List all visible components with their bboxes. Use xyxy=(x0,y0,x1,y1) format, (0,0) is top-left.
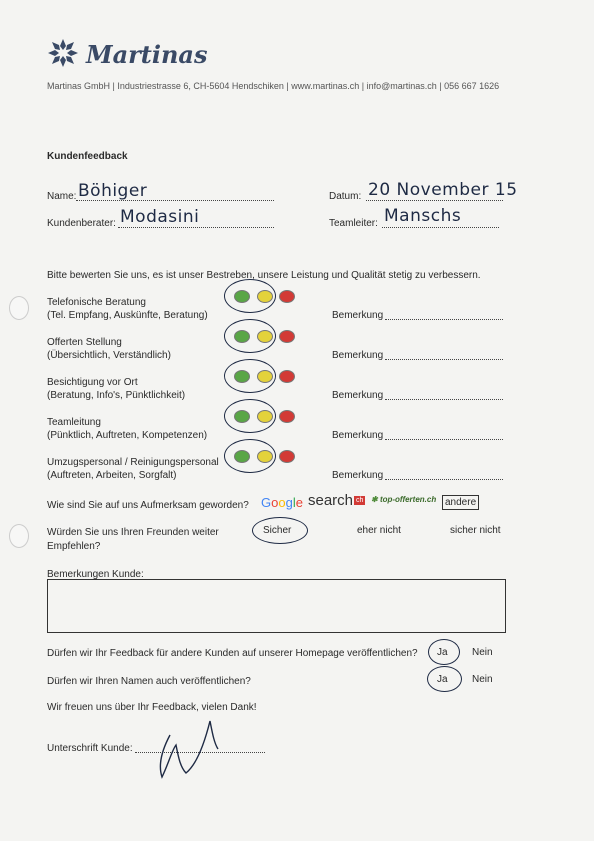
name-publish-yes[interactable]: Ja xyxy=(437,674,448,685)
google-letter-3: o xyxy=(278,495,286,510)
company-address-line: Martinas GmbH | Industriestrasse 6, CH-5604 Hendschiken | www.martinas.ch | info@martinas.ch | 056 667 1626 xyxy=(47,81,500,91)
publish-question: Dürfen wir Ihr Feedback für andere Kunden auf unserer Homepage veröffentlichen? xyxy=(47,648,418,659)
advisor-label: Kundenberater: xyxy=(47,218,116,229)
remark-line[interactable] xyxy=(385,429,503,440)
recommend-option-eher-nicht[interactable]: eher nicht xyxy=(357,525,401,536)
source-other-option[interactable] xyxy=(442,495,479,510)
teamlead-value[interactable]: Manschs xyxy=(384,206,462,226)
remark-label: Bemerkung xyxy=(332,430,384,441)
rating-intro: Bitte bewerten Sie uns, es ist unser Bestreben, unsere Leistung und Qualität stetig zu verbessern. xyxy=(47,270,481,281)
rating-subtitle: (Tel. Empfang, Auskünfte, Beratung) xyxy=(47,310,208,321)
star-icon: ✱ xyxy=(371,495,378,504)
snowflake-logo-icon xyxy=(47,38,79,68)
remark-label: Bemerkung xyxy=(332,350,384,361)
date-value[interactable]: 20 November 15 xyxy=(368,180,518,200)
google-letter-2: o xyxy=(271,495,279,510)
source-question: Wie sind Sie auf uns Aufmerksam geworden? xyxy=(47,500,249,511)
company-logo-text: Martinas xyxy=(86,40,208,69)
remark-line[interactable] xyxy=(385,309,503,320)
remark-line[interactable] xyxy=(385,469,503,480)
google-letter-5: l xyxy=(292,495,296,510)
rating-selected-circle xyxy=(224,399,276,433)
topofferten-text: top-offerten.ch xyxy=(379,495,437,504)
remark-line[interactable] xyxy=(385,349,503,360)
rating-title: Telefonische Beratung xyxy=(47,297,146,308)
rating-sad-icon[interactable] xyxy=(279,410,295,423)
name-value[interactable]: Böhiger xyxy=(78,181,148,201)
rating-sad-icon[interactable] xyxy=(279,450,295,463)
rating-subtitle: (Pünktlich, Auftreten, Kompetenzen) xyxy=(47,430,208,441)
recommend-option-sicher[interactable]: Sicher xyxy=(263,525,292,536)
rating-selected-circle xyxy=(224,359,276,393)
rating-selected-circle xyxy=(224,279,276,313)
rating-selected-circle xyxy=(224,319,276,353)
name-publish-no[interactable]: Nein xyxy=(472,674,493,685)
customer-remarks-label: Bemerkungen Kunde: xyxy=(47,569,144,580)
rating-title: Teamleitung xyxy=(47,417,101,428)
rating-subtitle: (Auftreten, Arbeiten, Sorgfalt) xyxy=(47,470,177,481)
remark-label: Bemerkung xyxy=(332,310,384,321)
form-title: Kundenfeedback xyxy=(47,151,128,162)
google-letter-1: G xyxy=(261,495,272,510)
recommend-question-line1: Würden Sie uns Ihren Freunden weiter xyxy=(47,527,219,538)
thanks-text: Wir freuen uns über Ihr Feedback, vielen Dank! xyxy=(47,702,257,713)
name-label: Name: xyxy=(47,191,77,202)
rating-sad-icon[interactable] xyxy=(279,290,295,303)
rating-sad-icon[interactable] xyxy=(279,330,295,343)
signature-label: Unterschrift Kunde: xyxy=(47,743,133,754)
search-badge: ch xyxy=(356,497,364,504)
name-publish-yes-circle xyxy=(427,666,462,692)
source-other-label: andere xyxy=(445,497,477,508)
customer-signature[interactable] xyxy=(140,715,230,780)
advisor-value[interactable]: Modasini xyxy=(120,207,200,227)
punch-hole-bottom xyxy=(9,524,29,548)
rating-title: Umzugspersonal / Reinigungspersonal xyxy=(47,457,219,468)
google-letter-4: g xyxy=(285,495,293,510)
customer-remarks-box[interactable] xyxy=(47,579,506,633)
source-search-option[interactable] xyxy=(308,492,365,510)
rating-sad-icon[interactable] xyxy=(279,370,295,383)
remark-label: Bemerkung xyxy=(332,470,384,481)
google-letter-6: e xyxy=(295,495,303,510)
publish-yes-circle xyxy=(428,639,460,665)
recommend-question-line2: Empfehlen? xyxy=(47,541,101,552)
source-topofferten-option[interactable] xyxy=(371,495,436,504)
recommend-option-sicher-nicht[interactable]: sicher nicht xyxy=(450,525,501,536)
rating-subtitle: (Beratung, Info's, Pünktlichkeit) xyxy=(47,390,186,401)
publish-no[interactable]: Nein xyxy=(472,647,493,658)
rating-title: Offerten Stellung xyxy=(47,337,122,348)
recommend-selected-circle xyxy=(252,517,308,544)
remark-line[interactable] xyxy=(385,389,503,400)
rating-title: Besichtigung vor Ort xyxy=(47,377,138,388)
remark-label: Bemerkung xyxy=(332,390,384,401)
rating-selected-circle xyxy=(224,439,276,473)
name-publish-question: Dürfen wir Ihren Namen auch veröffentlichen? xyxy=(47,676,251,687)
date-label: Datum: xyxy=(329,191,362,202)
punch-hole-top xyxy=(9,296,29,320)
source-google-option[interactable] xyxy=(261,494,303,512)
publish-yes[interactable]: Ja xyxy=(437,647,448,658)
rating-subtitle: (Übersichtlich, Verständlich) xyxy=(47,350,171,361)
search-logo-text: search xyxy=(308,492,354,509)
teamlead-label: Teamleiter: xyxy=(329,218,378,229)
